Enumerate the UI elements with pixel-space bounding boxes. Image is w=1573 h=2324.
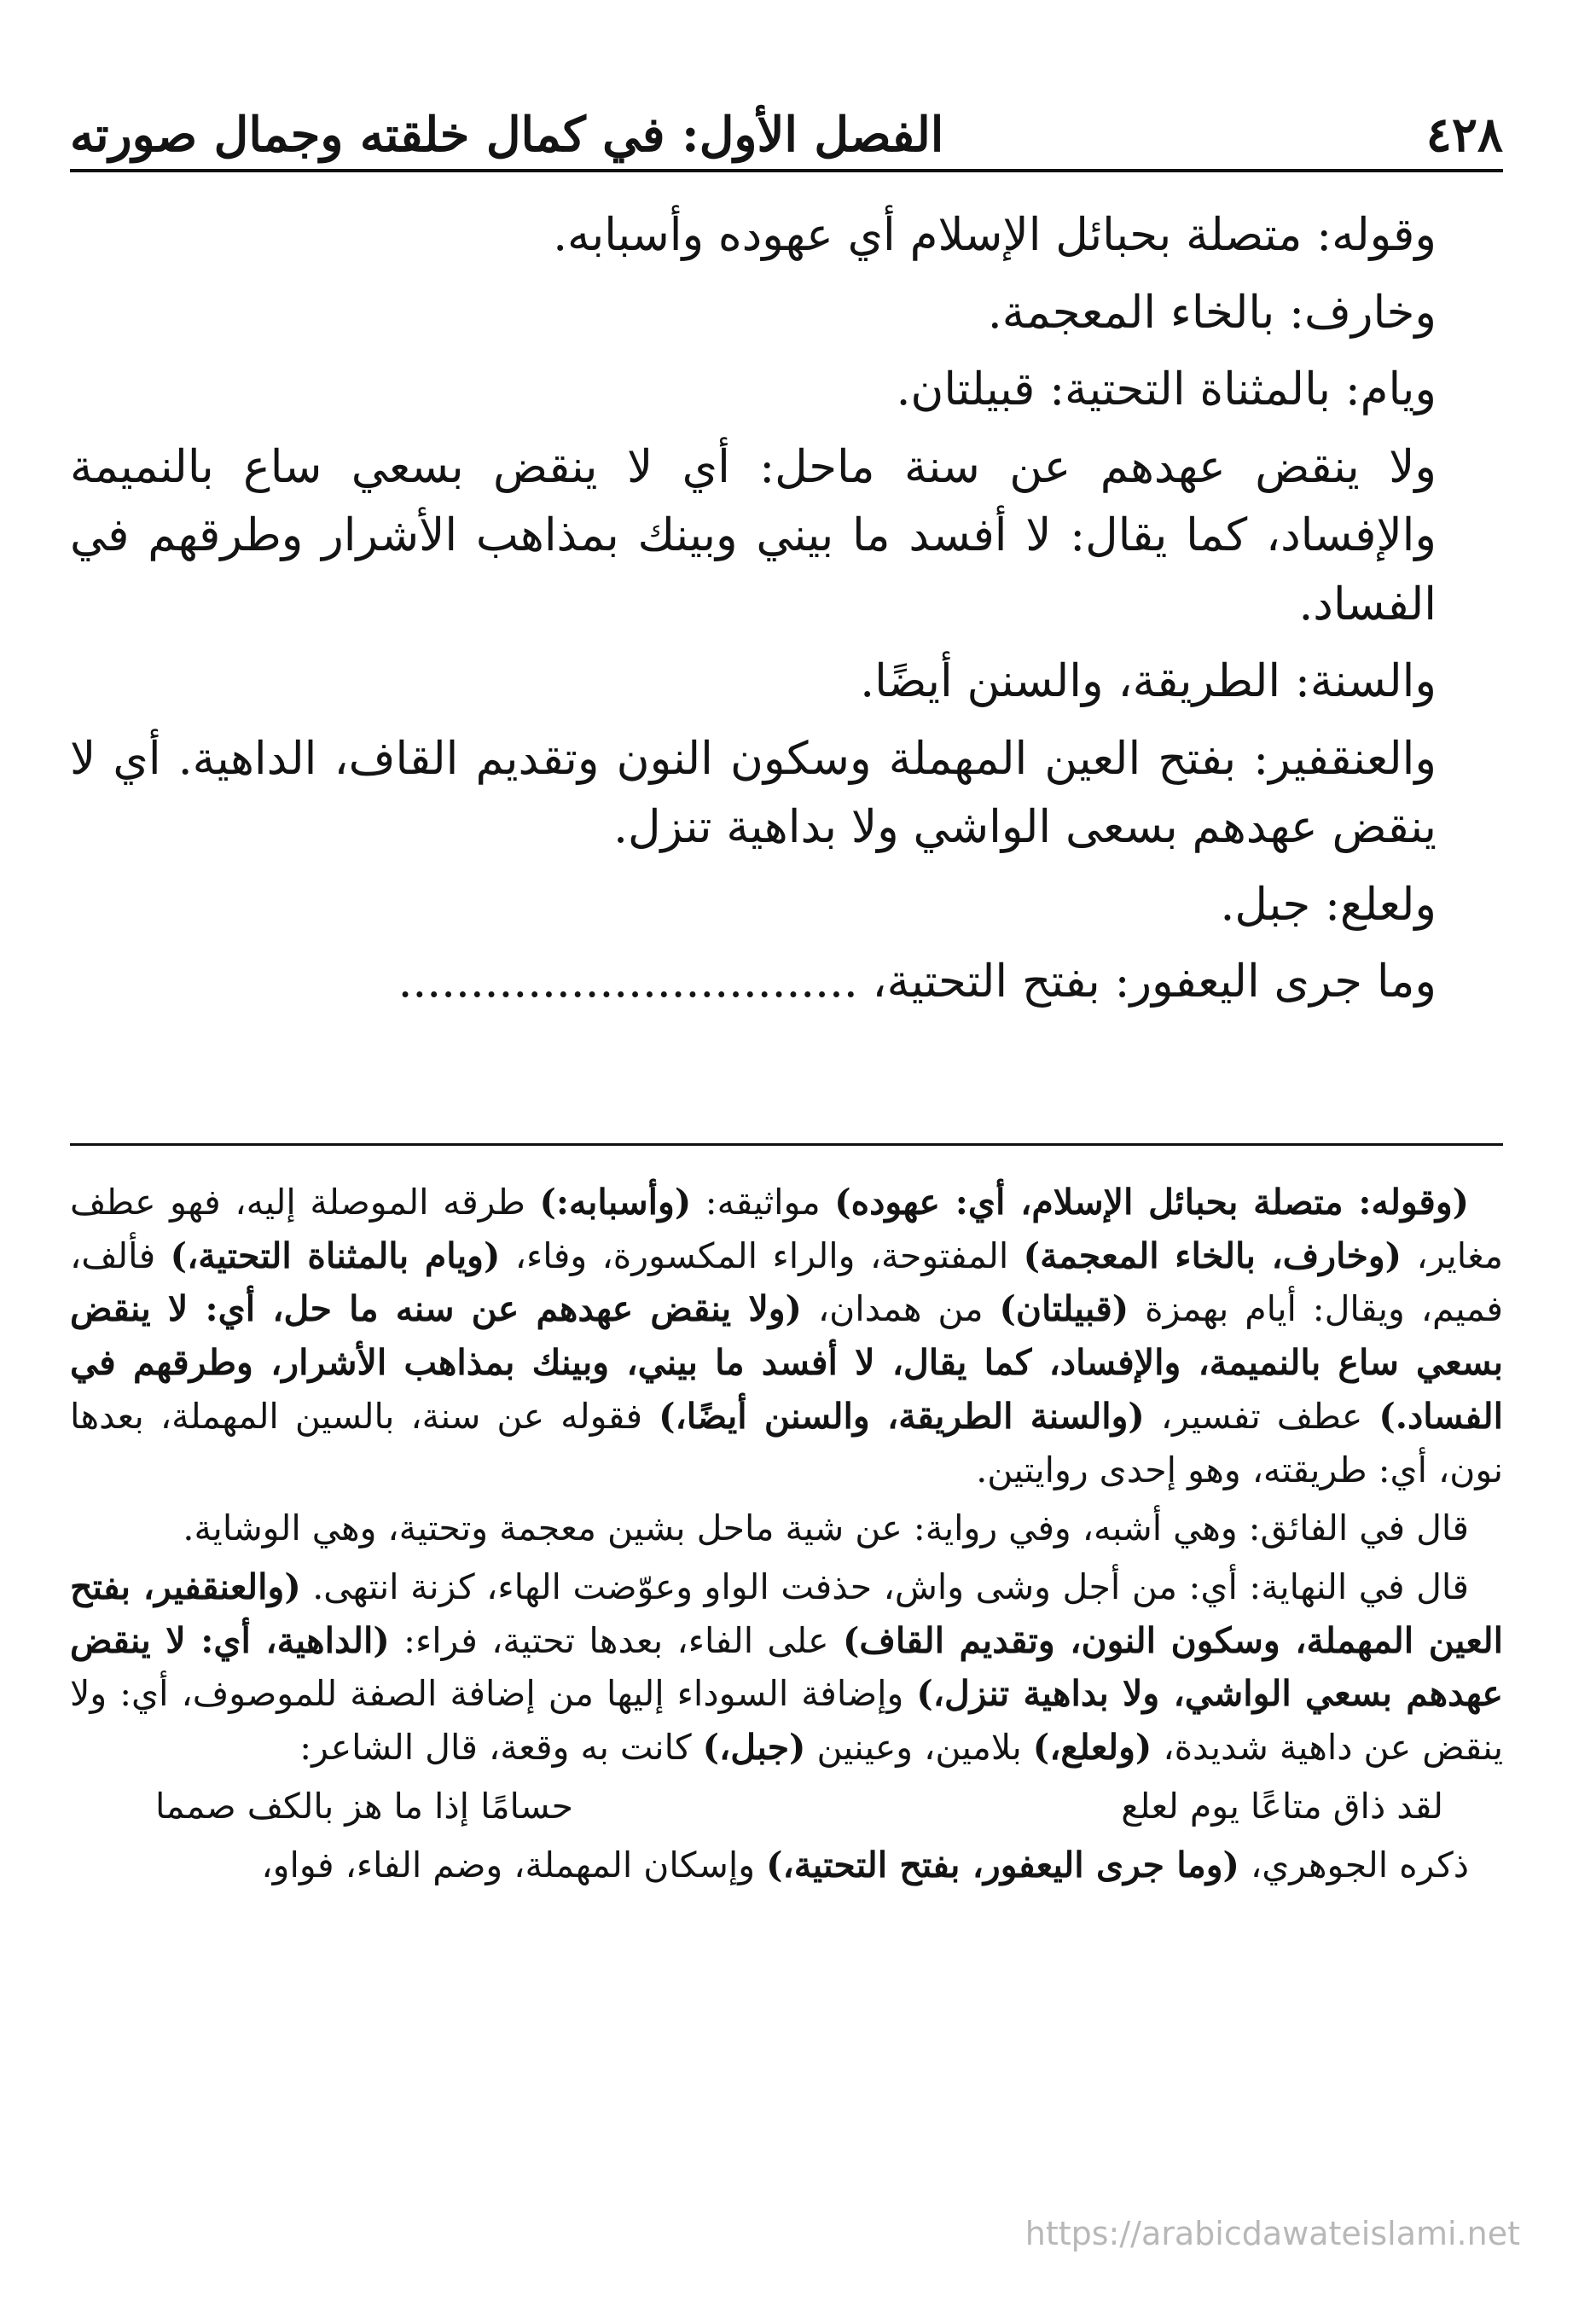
commentary [70, 1176, 1503, 1897]
verse-second-hemistich: حسامًا إذا ما هز بالكف صمما [155, 1785, 573, 1827]
verse-first-hemistich: لقد ذاق متاعًا يوم لعلع [1121, 1785, 1443, 1827]
quoted-text: (وما جرى اليعفور، بفتح التحتية،) [766, 1844, 1239, 1885]
main-text-span: وما جرى اليعفور: بفتح التحتية، [872, 956, 1437, 1008]
quoted-text: (وأسبابه:) [539, 1182, 692, 1223]
continuation-dots: ................................ [398, 956, 858, 1008]
commentary-text: من همدان، [801, 1288, 1000, 1330]
watermark-url: https://arabicdawateislami.net [1024, 2215, 1520, 2252]
main-paragraph: ولعلع: جبل. [1220, 878, 1437, 931]
main-paragraph: والسنة: الطريقة، والسنن أيضًا. [860, 655, 1437, 708]
main-paragraph: وخارف: بالخاء المعجمة. [987, 286, 1437, 339]
quoted-text: (والسنة الطريقة، والسنن أيضًا،) [659, 1395, 1145, 1437]
quoted-text: (الداهية، أي: لا ينقض عهدهم بسعي الواشي، ولا بداهية تنزل،) [70, 1619, 1504, 1715]
chapter-title: الفصل الأول: في كمال خلقته وجمال صورته [70, 106, 944, 163]
main-paragraph [70, 948, 1437, 1017]
poetry-verse [70, 1780, 1503, 1833]
main-paragraph: وقوله: متصلة بحبائل الإسلام أي عهوده وأسبابه. [553, 209, 1437, 261]
commentary-text: طرقه الموصلة إليه، فهو عطف مغاير، [70, 1182, 1503, 1276]
main-paragraph: والعنقفير: بفتح العين المهملة وسكون النون وتقديم القاف، الداهية. أي لا ينقض عهدهم بسعى الواشي ولا بداهية تنزل. [70, 732, 1437, 854]
main-paragraph: ويام: بالمثناة التحتية: قبيلتان. [896, 363, 1437, 416]
running-header [70, 75, 1503, 164]
quoted-text: (وقوله: متصلة بحبائل الإسلام، أي: عهوده) [834, 1182, 1470, 1223]
main-paragraph: ولا ينقض عهدهم عن سنة ماحل: أي لا ينقض بسعي ساع بالنميمة والإفساد، كما يقال: لا أفسد ما بيني وبينك بمذاهب الأشرار وطرقهم في الفساد. [70, 440, 1437, 630]
commentary-text: فألف، فميم، ويقال: أيام بهمزة [70, 1235, 1503, 1330]
quoted-text: (قبيلتان) [999, 1288, 1129, 1330]
commentary-text: ذكره الجوهري، [1239, 1844, 1469, 1885]
commentary-paragraph [70, 1839, 1503, 1892]
main-text [70, 201, 1437, 1025]
commentary-paragraph [70, 1176, 1503, 1496]
commentary-text: على الفاء، بعدها تحتية، فراء: [389, 1619, 843, 1661]
page-number: ٤٢٨ [1425, 106, 1503, 163]
commentary-text: وإسكان المهملة، وضم الفاء، فواو، [261, 1844, 767, 1885]
commentary-paragraph: قال في الفائق: وهي أشبه، وفي رواية: عن شية ماحل بشين معجمة وتحتية، وهي الوشاية. [183, 1508, 1469, 1549]
quoted-text: (ويام بالمثناة التحتية،) [170, 1235, 501, 1276]
commentary-text: كانت به وقعة، قال الشاعر: [299, 1727, 703, 1769]
quoted-text: (وخارف، بالخاء المعجمة) [1023, 1235, 1402, 1276]
quoted-text: (ولعلع،) [1032, 1727, 1152, 1769]
commentary-text: قال في النهاية: أي: من أجل وشى واش، حذفت الواو وعوّضت الهاء، كزنة انتهى. [300, 1566, 1469, 1608]
commentary-text: بلامين، وعينين [805, 1727, 1033, 1769]
quoted-text: (والعنقفير، بفتح العين المهملة، وسكون النون، وتقديم القاف) [70, 1566, 1503, 1661]
commentary-text: عطف تفسير، [1144, 1395, 1379, 1437]
commentary-text: مواثيقه: [691, 1182, 835, 1223]
quoted-text: (جبل،) [702, 1727, 806, 1769]
header-rule [70, 169, 1503, 172]
commentary-text: فقوله عن سنة، بالسين المهملة، بعدها نون، أي: طريقته، وهو إحدى روايتين. [70, 1395, 1503, 1490]
commentary-paragraph [70, 1560, 1503, 1775]
commentary-divider [70, 1143, 1503, 1146]
commentary-text: المفتوحة، والراء المكسورة، وفاء، [500, 1235, 1024, 1276]
quoted-text: (ولا ينقض عهدهم عن سنه ما حل، أي: لا ينقض بسعي ساع بالنميمة، والإفساد، كما يقال، لا أفسد ما بيني، وبينك بمذاهب الأشرار، وطرقهم في الفساد.) [70, 1288, 1503, 1437]
commentary-text: وإضافة السوداء إليها من إضافة الصفة للموصوف، أي: ولا ينقض عن داهية شديدة، [70, 1673, 1503, 1769]
